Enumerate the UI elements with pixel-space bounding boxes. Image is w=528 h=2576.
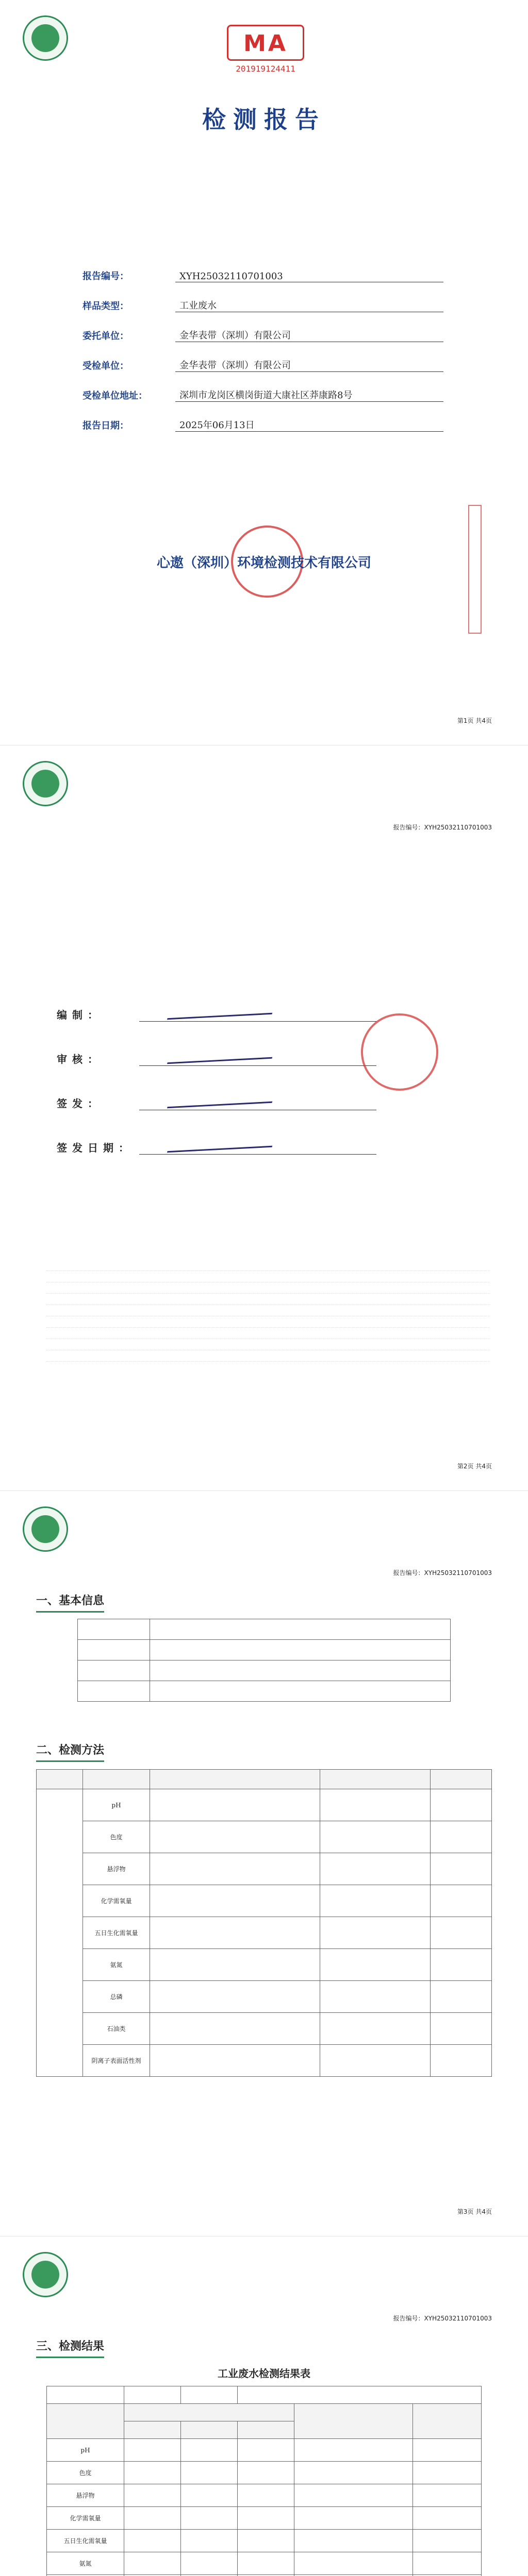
signature-row xyxy=(57,982,376,1027)
value-cell xyxy=(181,2507,238,2530)
methods-table xyxy=(36,1769,492,2077)
limit-cell xyxy=(294,2484,413,2507)
item-cell: 五日生化需氧量 xyxy=(47,2530,124,2552)
cover-field-row xyxy=(82,406,443,436)
column-header xyxy=(413,2404,482,2439)
table-row xyxy=(78,1681,451,1702)
value-cell xyxy=(124,2530,181,2552)
company-logo xyxy=(23,15,68,61)
instrument-cell xyxy=(320,1885,431,1917)
item-cell: pH xyxy=(83,1789,150,1821)
instrument-cell xyxy=(320,1949,431,1981)
inspection-seal-stamp xyxy=(361,1013,438,1091)
limit-cell xyxy=(431,1885,492,1917)
company-logo xyxy=(23,761,68,806)
report-number-header: 报告编号：XYH25032110701003 xyxy=(393,824,492,831)
field-value: XYH25032110701003 xyxy=(175,271,443,282)
category-cell xyxy=(37,1789,83,2077)
method-cell xyxy=(150,1885,320,1917)
limit-cell xyxy=(431,1821,492,1853)
limit-cell xyxy=(431,1981,492,2013)
value-cell xyxy=(238,2484,294,2507)
value-cell xyxy=(181,2552,238,2575)
info-label xyxy=(78,1660,150,1681)
table-row xyxy=(78,1640,451,1660)
field-label: 委托单位： xyxy=(82,331,129,342)
column-header xyxy=(238,2421,294,2439)
table-row xyxy=(37,2013,492,2045)
cover-field-row xyxy=(82,346,443,376)
info-value xyxy=(150,1640,451,1660)
section-title-basic-info: 一、基本信息 xyxy=(36,1592,104,1613)
limit-cell xyxy=(294,2462,413,2484)
value-cell xyxy=(181,2530,238,2552)
column-header xyxy=(124,2404,294,2421)
meta-cell xyxy=(124,2386,181,2404)
value-cell xyxy=(181,2439,238,2462)
instrument-cell xyxy=(320,1981,431,2013)
method-cell xyxy=(150,2013,320,2045)
cross-page-seal xyxy=(468,505,482,634)
value-cell xyxy=(238,2507,294,2530)
table-row xyxy=(37,1853,492,1885)
instrument-cell xyxy=(320,1853,431,1885)
meta-cell xyxy=(47,2386,124,2404)
item-cell: 悬浮物 xyxy=(47,2484,124,2507)
page-number: 第2页 共4页 xyxy=(457,1463,492,1470)
instrument-cell xyxy=(320,2045,431,2077)
report-title: 检测报告 xyxy=(202,106,326,133)
note-line xyxy=(46,1339,490,1350)
cover-field-row xyxy=(82,286,443,316)
unit-cell xyxy=(413,2530,482,2552)
field-label: 受检单位地址： xyxy=(82,391,147,401)
limit-cell xyxy=(431,1917,492,1949)
table-row xyxy=(37,1981,492,2013)
unit-cell xyxy=(413,2507,482,2530)
value-cell xyxy=(124,2462,181,2484)
limit-cell xyxy=(294,2507,413,2530)
report-notes xyxy=(46,1256,490,1362)
info-label xyxy=(78,1619,150,1640)
column-header xyxy=(181,2421,238,2439)
note-line xyxy=(46,1260,490,1271)
column-header xyxy=(124,2421,181,2439)
field-value: 金华表带（深圳）有限公司 xyxy=(175,328,443,342)
signature-label: 签发： xyxy=(57,1097,103,1110)
table-meta-row xyxy=(47,2386,482,2404)
info-value xyxy=(150,1619,451,1640)
method-cell xyxy=(150,1821,320,1853)
cover-page xyxy=(0,0,528,745)
method-cell xyxy=(150,1917,320,1949)
field-value: 2025年06月13日 xyxy=(175,418,443,432)
cover-field-row xyxy=(82,376,443,406)
field-label: 受检单位： xyxy=(82,361,129,371)
value-cell xyxy=(124,2507,181,2530)
table-row xyxy=(47,2439,482,2462)
signature-label: 审核： xyxy=(57,1053,103,1065)
field-value: 金华表带（深圳）有限公司 xyxy=(175,358,443,372)
note-line xyxy=(46,1282,490,1294)
item-cell: 阴离子表面活性剂 xyxy=(83,2045,150,2077)
method-cell xyxy=(150,1789,320,1821)
field-value: 工业废水 xyxy=(175,298,443,312)
unit-cell xyxy=(413,2439,482,2462)
instrument-cell xyxy=(320,1821,431,1853)
note-line xyxy=(46,1305,490,1316)
field-label: 报告日期： xyxy=(82,420,129,431)
note-line xyxy=(46,1328,490,1339)
instrument-cell xyxy=(320,1789,431,1821)
unit-cell xyxy=(413,2462,482,2484)
field-label: 报告编号： xyxy=(82,271,129,282)
signature-label: 编制： xyxy=(57,1009,103,1021)
table-row xyxy=(47,2507,482,2530)
results-table xyxy=(46,2386,482,2576)
basic-info-table xyxy=(77,1619,451,1702)
table-header-row xyxy=(37,1770,492,1789)
value-cell xyxy=(181,2462,238,2484)
column-header xyxy=(431,1770,492,1789)
signature-row xyxy=(57,1115,376,1160)
methods-page xyxy=(0,1491,528,2236)
cover-field-row xyxy=(82,257,443,286)
value-cell xyxy=(124,2484,181,2507)
item-cell: 色度 xyxy=(83,1821,150,1853)
signature-row xyxy=(57,1071,376,1115)
signature-page xyxy=(0,745,528,1491)
info-label xyxy=(78,1640,150,1660)
column-header xyxy=(294,2404,413,2439)
limit-cell xyxy=(431,1949,492,1981)
handwritten-signature xyxy=(167,1044,276,1064)
page-number: 第3页 共4页 xyxy=(457,2208,492,2215)
item-cell: 化学需氧量 xyxy=(83,1885,150,1917)
table-row xyxy=(37,1885,492,1917)
value-cell xyxy=(238,2439,294,2462)
table-row xyxy=(37,1821,492,1853)
handwritten-date xyxy=(167,1133,276,1153)
cover-field-row xyxy=(82,316,443,346)
info-label xyxy=(78,1681,150,1702)
report-number-header: 报告编号：XYH25032110701003 xyxy=(393,1569,492,1577)
value-cell xyxy=(238,2552,294,2575)
note-line xyxy=(46,1316,490,1328)
issuer-name: 心遨（深圳）环境检测技术有限公司 xyxy=(156,555,371,571)
table-row xyxy=(37,2045,492,2077)
instrument-cell xyxy=(320,2013,431,2045)
info-value xyxy=(150,1681,451,1702)
column-header xyxy=(37,1770,83,1789)
method-cell xyxy=(150,1981,320,2013)
report-number-header: 报告编号：XYH25032110701003 xyxy=(393,2315,492,2322)
column-header xyxy=(320,1770,431,1789)
table-row xyxy=(47,2530,482,2552)
note-line xyxy=(46,1271,490,1282)
limit-cell xyxy=(294,2530,413,2552)
item-cell: 石油类 xyxy=(83,2013,150,2045)
ma-certification-mark xyxy=(227,25,304,61)
item-cell: 化学需氧量 xyxy=(47,2507,124,2530)
table-row xyxy=(78,1660,451,1681)
table-header-row xyxy=(47,2404,482,2421)
item-cell: 氨氮 xyxy=(47,2552,124,2575)
section-title-methods: 二、检测方法 xyxy=(36,1741,104,1762)
method-cell xyxy=(150,2045,320,2077)
value-cell xyxy=(238,2530,294,2552)
unit-cell xyxy=(413,2552,482,2575)
section-title-results: 三、检测结果 xyxy=(36,2337,104,2358)
note-line xyxy=(46,1350,490,1362)
results-table-caption: 工业废水检测结果表 xyxy=(218,2367,310,2380)
column-header xyxy=(150,1770,320,1789)
table-row xyxy=(47,2552,482,2575)
table-row xyxy=(47,2484,482,2507)
signature-label: 签发日期： xyxy=(57,1142,134,1154)
limit-cell xyxy=(431,1853,492,1885)
ma-mark-text: MA xyxy=(243,30,288,57)
item-cell: 氨氮 xyxy=(83,1949,150,1981)
instrument-cell xyxy=(320,1917,431,1949)
limit-cell xyxy=(431,2045,492,2077)
item-cell: pH xyxy=(47,2439,124,2462)
item-cell: 悬浮物 xyxy=(83,1853,150,1885)
page-number: 第1页 共4页 xyxy=(457,717,492,724)
signature-row xyxy=(57,1027,376,1071)
value-cell xyxy=(124,2552,181,2575)
company-logo xyxy=(23,2252,68,2297)
company-logo xyxy=(23,1506,68,1552)
column-header xyxy=(83,1770,150,1789)
table-row xyxy=(37,1789,492,1821)
item-cell: 总磷 xyxy=(83,1981,150,2013)
column-header xyxy=(47,2404,124,2439)
meta-cell xyxy=(181,2386,238,2404)
cover-fields xyxy=(82,257,443,436)
value-cell xyxy=(181,2484,238,2507)
limit-cell xyxy=(431,2013,492,2045)
limit-cell xyxy=(294,2439,413,2462)
value-cell xyxy=(124,2439,181,2462)
info-value xyxy=(150,1660,451,1681)
results-page xyxy=(0,2236,528,2576)
unit-cell xyxy=(413,2484,482,2507)
signature-block xyxy=(57,982,376,1160)
method-cell xyxy=(150,1853,320,1885)
table-row xyxy=(47,2462,482,2484)
item-cell: 五日生化需氧量 xyxy=(83,1917,150,1949)
limit-cell xyxy=(431,1789,492,1821)
handwritten-signature xyxy=(167,1089,276,1108)
table-row xyxy=(37,1917,492,1949)
field-value: 深圳市龙岗区横岗街道大康社区莽康路8号 xyxy=(175,388,443,402)
meta-cell xyxy=(238,2386,482,2404)
field-label: 样品类型： xyxy=(82,301,129,312)
handwritten-signature xyxy=(167,1000,276,1020)
table-row xyxy=(37,1949,492,1981)
item-cell: 色度 xyxy=(47,2462,124,2484)
ma-certificate-number: 201919124411 xyxy=(236,64,295,74)
value-cell xyxy=(238,2462,294,2484)
table-row xyxy=(78,1619,451,1640)
limit-cell xyxy=(294,2552,413,2575)
method-cell xyxy=(150,1949,320,1981)
note-line xyxy=(46,1294,490,1305)
